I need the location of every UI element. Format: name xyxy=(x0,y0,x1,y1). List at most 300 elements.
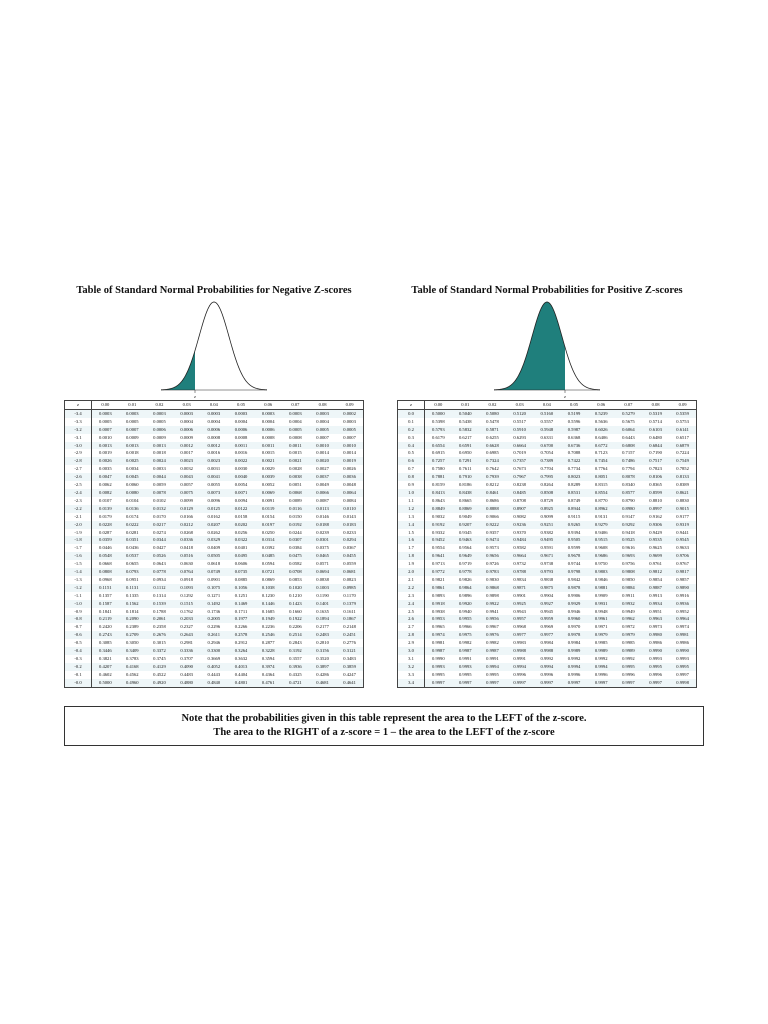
probability-cell: 0.7357 xyxy=(506,457,533,465)
table-row xyxy=(398,592,697,600)
probability-cell: 0.9732 xyxy=(513,561,526,567)
probability-cell: 0.9418 xyxy=(622,529,635,535)
probability-cell: 0.9357 xyxy=(486,529,499,535)
probability-cell: 0.0606 xyxy=(234,561,248,567)
probability-cell: 0.9925 xyxy=(506,600,533,608)
probability-cell: 0.9953 xyxy=(425,615,452,623)
probability-cell: 0.9943 xyxy=(513,608,526,614)
probability-cell: 0.0102 xyxy=(153,497,166,503)
probability-cell: 0.2296 xyxy=(207,624,221,630)
probability-cell: 0.7580 xyxy=(432,466,445,472)
probability-cell: 0.0250 xyxy=(261,529,275,535)
probability-cell: 0.4325 xyxy=(289,671,302,677)
probability-cell: 0.0516 xyxy=(173,552,200,560)
z-value-cell: -1.9 xyxy=(65,529,92,537)
probability-cell: 0.0005 xyxy=(309,426,336,434)
probability-cell: 0.9573 xyxy=(486,545,499,551)
probability-cell: 0.9997 xyxy=(506,679,533,687)
table-row xyxy=(398,647,697,655)
probability-cell: 0.3372 xyxy=(146,647,173,655)
probability-cell: 0.2810 xyxy=(316,640,329,646)
probability-cell: 0.5359 xyxy=(669,409,696,417)
probability-cell: 0.8023 xyxy=(560,473,587,481)
probability-cell: 0.7088 xyxy=(567,450,581,456)
probability-cell: 0.1230 xyxy=(261,592,275,598)
probability-cell: 0.0033 xyxy=(153,466,166,472)
probability-cell: 0.9932 xyxy=(615,600,642,608)
probability-cell: 0.1894 xyxy=(309,615,336,623)
probability-cell: 0.1492 xyxy=(200,600,227,608)
probability-cell: 0.0329 xyxy=(200,536,227,544)
probability-cell: 0.9994 xyxy=(506,663,533,671)
probability-cell: 0.1423 xyxy=(282,600,309,608)
probability-cell: 0.0005 xyxy=(125,418,139,424)
probability-cell: 0.7642 xyxy=(486,466,499,472)
probability-cell: 0.0024 xyxy=(146,457,173,465)
z-value-cell: 1.4 xyxy=(398,521,425,529)
probability-cell: 0.4880 xyxy=(173,679,200,687)
probability-cell: 0.5871 xyxy=(479,426,506,434)
probability-cell: 0.0075 xyxy=(173,489,200,497)
probability-cell: 0.8186 xyxy=(458,482,472,488)
probability-cell: 0.0281 xyxy=(125,529,139,535)
probability-cell: 0.2514 xyxy=(282,631,309,639)
probability-cell: 0.7764 xyxy=(594,466,608,472)
probability-cell: 0.5987 xyxy=(560,426,587,434)
probability-cell: 0.0107 xyxy=(99,497,112,503)
probability-cell: 0.1075 xyxy=(200,584,227,592)
z-value-cell: 0.6 xyxy=(398,457,425,465)
probability-cell: 0.0089 xyxy=(289,497,302,503)
probability-cell: 0.9997 xyxy=(615,679,642,687)
probability-cell: 0.0104 xyxy=(125,497,139,503)
probability-cell: 0.8849 xyxy=(425,505,452,513)
positive-normal-curve-figure xyxy=(492,298,602,400)
probability-cell: 0.4641 xyxy=(336,679,363,687)
probability-cell: 0.9983 xyxy=(513,640,526,646)
probability-cell: 0.9429 xyxy=(649,529,662,535)
z-value-cell: -0.9 xyxy=(65,608,92,616)
probability-cell: 0.0010 xyxy=(309,442,336,450)
table-row xyxy=(65,489,364,497)
probability-cell: 0.9406 xyxy=(594,529,608,535)
z-value-cell: 2.9 xyxy=(398,639,425,647)
probability-cell: 0.1736 xyxy=(207,608,221,614)
probability-cell: 0.4681 xyxy=(309,679,336,687)
z-value-cell: -1.1 xyxy=(65,592,92,600)
probability-cell: 0.0655 xyxy=(125,561,139,567)
probability-cell: 0.0005 xyxy=(99,418,112,424)
probability-cell: 0.0020 xyxy=(309,457,336,465)
probability-cell: 0.6064 xyxy=(615,426,642,434)
z-value-cell: -2.7 xyxy=(65,465,92,473)
z-value-cell: -1.3 xyxy=(65,576,92,584)
table-row xyxy=(65,576,364,584)
probability-cell: 0.0011 xyxy=(227,442,254,450)
probability-cell: 0.0314 xyxy=(255,536,282,544)
probability-cell: 0.0594 xyxy=(261,561,275,567)
probability-cell: 0.0012 xyxy=(200,442,227,450)
probability-cell: 0.5000 xyxy=(92,679,119,687)
probability-cell: 0.0526 xyxy=(146,552,173,560)
probability-cell: 0.6879 xyxy=(669,442,696,450)
probability-cell: 0.8997 xyxy=(642,505,669,513)
probability-cell: 0.0427 xyxy=(153,545,166,551)
probability-cell: 0.7224 xyxy=(676,450,689,456)
probability-cell: 0.0031 xyxy=(207,466,221,472)
probability-cell: 0.3557 xyxy=(289,656,302,661)
probability-cell: 0.0548 xyxy=(92,552,119,560)
z-value-cell: -2.5 xyxy=(65,481,92,489)
probability-cell: 0.5000 xyxy=(425,409,452,417)
probability-cell: 0.9948 xyxy=(594,608,608,614)
probability-cell: 0.1314 xyxy=(153,592,166,598)
column-header: 0.01 xyxy=(119,401,146,410)
probability-cell: 0.6915 xyxy=(432,450,445,456)
probability-cell: 0.0026 xyxy=(92,457,119,465)
probability-cell: 0.4562 xyxy=(125,671,139,677)
probability-cell: 0.5517 xyxy=(513,418,526,424)
probability-cell: 0.0003 xyxy=(200,409,227,417)
table-row xyxy=(65,568,364,576)
z-column-header: z xyxy=(65,401,92,410)
probability-cell: 0.9946 xyxy=(567,608,581,614)
probability-cell: 0.9678 xyxy=(560,552,587,560)
probability-cell: 0.3264 xyxy=(227,647,254,655)
probability-cell: 0.6406 xyxy=(594,434,608,440)
probability-cell: 0.4168 xyxy=(119,663,146,671)
column-header: 0.05 xyxy=(227,401,254,410)
probability-cell: 0.0446 xyxy=(99,545,112,551)
probability-cell: 0.9995 xyxy=(615,663,642,671)
probability-cell: 0.9988 xyxy=(533,647,560,655)
probability-cell: 0.1841 xyxy=(99,608,112,614)
table-row xyxy=(398,489,697,497)
probability-cell: 0.0885 xyxy=(234,576,248,582)
probability-cell: 0.9394 xyxy=(567,529,581,535)
probability-cell: 0.9916 xyxy=(676,592,689,598)
probability-cell: 0.9535 xyxy=(642,536,669,544)
probability-cell: 0.7673 xyxy=(513,466,526,472)
probability-cell: 0.8238 xyxy=(513,482,526,488)
probability-cell: 0.1357 xyxy=(99,592,112,598)
probability-cell: 0.0004 xyxy=(234,418,248,424)
probability-cell: 0.4364 xyxy=(261,671,275,677)
probability-cell: 0.1977 xyxy=(227,615,254,623)
probability-cell: 0.0239 xyxy=(316,529,329,535)
probability-cell: 0.4404 xyxy=(234,671,248,677)
z-marker-label: z xyxy=(194,394,196,399)
probability-cell: 0.8289 xyxy=(567,482,581,488)
probability-cell: 0.0183 xyxy=(336,521,363,529)
probability-cell: 0.3859 xyxy=(336,663,363,671)
probability-cell: 0.4960 xyxy=(119,679,146,687)
probability-cell: 0.8531 xyxy=(560,489,587,497)
z-value-cell: 3.2 xyxy=(398,663,425,671)
probability-cell: 0.9949 xyxy=(622,608,635,614)
probability-cell: 0.9591 xyxy=(540,545,554,551)
probability-cell: 0.0359 xyxy=(92,536,119,544)
probability-cell: 0.7881 xyxy=(425,473,452,481)
probability-cell: 0.0003 xyxy=(146,409,173,417)
probability-cell: 0.0060 xyxy=(125,482,139,488)
probability-cell: 0.5398 xyxy=(432,418,445,424)
probability-cell: 0.9495 xyxy=(533,536,560,544)
probability-cell: 0.9772 xyxy=(425,568,452,576)
probability-cell: 0.9965 xyxy=(432,624,445,630)
probability-cell: 0.0015 xyxy=(289,450,302,456)
probability-cell: 0.1335 xyxy=(125,592,139,598)
probability-cell: 0.0043 xyxy=(173,473,200,481)
probability-cell: 0.9981 xyxy=(432,640,445,646)
probability-cell: 0.9989 xyxy=(615,647,642,655)
probability-cell: 0.1922 xyxy=(282,615,309,623)
probability-cell: 0.0006 xyxy=(200,426,227,434)
z-value-cell: 2.4 xyxy=(398,600,425,608)
probability-cell: 0.0170 xyxy=(153,513,166,519)
probability-cell: 0.9864 xyxy=(452,584,479,592)
table-row xyxy=(398,513,697,521)
table-row xyxy=(65,552,364,560)
probability-cell: 0.7852 xyxy=(676,466,689,472)
probability-cell: 0.2206 xyxy=(289,624,302,630)
probability-cell: 0.9474 xyxy=(479,536,506,544)
table-row xyxy=(65,536,364,544)
probability-cell: 0.0150 xyxy=(289,513,302,519)
probability-cell: 0.6736 xyxy=(560,442,587,450)
probability-cell: 0.9995 xyxy=(432,671,445,677)
probability-cell: 0.5279 xyxy=(615,409,642,417)
probability-cell: 0.9989 xyxy=(588,647,615,655)
probability-cell: 0.4247 xyxy=(343,671,356,677)
probability-cell: 0.0005 xyxy=(336,426,363,434)
probability-cell: 0.1093 xyxy=(173,584,200,592)
probability-cell: 0.9345 xyxy=(458,529,472,535)
probability-cell: 0.3936 xyxy=(282,663,309,671)
probability-cell: 0.8729 xyxy=(540,497,554,503)
probability-cell: 0.0008 xyxy=(207,434,221,440)
probability-cell: 0.6844 xyxy=(642,442,669,450)
column-header: 0.00 xyxy=(425,401,452,410)
table-row xyxy=(65,442,364,450)
probability-cell: 0.0116 xyxy=(282,505,309,513)
z-value-cell: -1.6 xyxy=(65,552,92,560)
probability-cell: 0.0004 xyxy=(289,418,302,424)
probability-cell: 0.9671 xyxy=(533,552,560,560)
probability-cell: 0.9938 xyxy=(432,608,445,614)
probability-cell: 0.9625 xyxy=(649,545,662,551)
probability-cell: 0.0003 xyxy=(92,409,119,417)
z-value-cell: 3.0 xyxy=(398,647,425,655)
probability-cell: 0.0344 xyxy=(146,536,173,544)
probability-cell: 0.0018 xyxy=(125,450,139,456)
probability-cell: 0.9850 xyxy=(622,576,635,582)
probability-cell: 0.4840 xyxy=(200,679,227,687)
column-header: 0.06 xyxy=(588,401,615,410)
probability-cell: 0.4207 xyxy=(92,663,119,671)
probability-cell: 0.0012 xyxy=(173,442,200,450)
area-note-box xyxy=(64,706,704,746)
probability-cell: 0.0188 xyxy=(309,521,336,529)
probability-cell: 0.9976 xyxy=(479,631,506,639)
probability-cell: 0.9292 xyxy=(615,521,642,529)
probability-cell: 0.0016 xyxy=(234,450,248,456)
probability-cell: 0.9817 xyxy=(669,568,696,576)
probability-cell: 0.0495 xyxy=(227,552,254,560)
probability-cell: 0.2546 xyxy=(255,631,282,639)
probability-cell: 0.0015 xyxy=(261,450,275,456)
probability-cell: 0.9959 xyxy=(533,615,560,623)
probability-cell: 0.9952 xyxy=(676,608,689,614)
probability-cell: 0.0017 xyxy=(180,450,193,456)
probability-cell: 0.9969 xyxy=(540,624,554,630)
probability-cell: 0.0455 xyxy=(336,552,363,560)
probability-cell: 0.9993 xyxy=(425,663,452,671)
probability-cell: 0.8051 xyxy=(588,473,615,481)
probability-cell: 0.8365 xyxy=(649,482,662,488)
z-value-cell: -0.5 xyxy=(65,639,92,647)
probability-cell: 0.1611 xyxy=(343,608,356,614)
probability-cell: 0.0004 xyxy=(207,418,221,424)
probability-cell: 0.0869 xyxy=(261,576,275,582)
probability-cell: 0.9693 xyxy=(615,552,642,560)
z-value-cell: 0.0 xyxy=(398,409,425,417)
probability-cell: 0.0274 xyxy=(153,529,166,535)
table-row xyxy=(65,497,364,505)
table-row xyxy=(65,631,364,639)
probability-cell: 0.0008 xyxy=(234,434,248,440)
probability-cell: 0.9996 xyxy=(567,671,581,677)
probability-cell: 0.7324 xyxy=(479,457,506,465)
probability-cell: 0.2420 xyxy=(99,624,112,630)
probability-cell: 0.9991 xyxy=(458,656,472,661)
probability-cell: 0.0084 xyxy=(343,497,356,503)
probability-cell: 0.0010 xyxy=(99,434,112,440)
probability-cell: 0.9989 xyxy=(560,647,587,655)
probability-cell: 0.9968 xyxy=(513,624,526,630)
z-value-cell: 2.5 xyxy=(398,608,425,616)
probability-cell: 0.0132 xyxy=(146,505,173,513)
probability-cell: 0.0019 xyxy=(99,450,112,456)
left-tail-shaded-area xyxy=(161,351,195,390)
probability-cell: 0.9974 xyxy=(676,624,689,630)
probability-cell: 0.1210 xyxy=(289,592,302,598)
probability-cell: 0.3015 xyxy=(153,640,166,646)
probability-cell: 0.6217 xyxy=(458,434,472,440)
probability-cell: 0.9641 xyxy=(425,552,452,560)
probability-cell: 0.0008 xyxy=(289,434,302,440)
probability-cell: 0.9972 xyxy=(622,624,635,630)
probability-cell: 0.0113 xyxy=(309,505,336,513)
probability-cell: 0.7939 xyxy=(479,473,506,481)
probability-cell: 0.0008 xyxy=(261,434,275,440)
probability-cell: 0.9452 xyxy=(425,536,452,544)
probability-cell: 0.0007 xyxy=(316,434,329,440)
probability-cell: 0.0901 xyxy=(207,576,221,582)
table-row xyxy=(398,600,697,608)
table-row xyxy=(398,631,697,639)
probability-cell: 0.8315 xyxy=(594,482,608,488)
probability-cell: 0.8665 xyxy=(458,497,472,503)
probability-cell: 0.6103 xyxy=(642,426,669,434)
table-row xyxy=(398,457,697,465)
probability-cell: 0.5080 xyxy=(479,409,506,417)
probability-cell: 0.0262 xyxy=(207,529,221,535)
probability-cell: 0.9868 xyxy=(479,584,506,592)
probability-cell: 0.0099 xyxy=(180,497,193,503)
probability-cell: 0.9990 xyxy=(669,647,696,655)
probability-cell: 0.0202 xyxy=(227,521,254,529)
probability-cell: 0.0154 xyxy=(261,513,275,519)
probability-cell: 0.9931 xyxy=(588,600,615,608)
probability-cell: 0.1446 xyxy=(255,600,282,608)
probability-cell: 0.9997 xyxy=(479,679,506,687)
probability-cell: 0.0052 xyxy=(261,482,275,488)
probability-cell: 0.9744 xyxy=(567,561,581,567)
probability-cell: 0.0025 xyxy=(119,457,146,465)
probability-cell: 0.9993 xyxy=(452,663,479,671)
table-row xyxy=(65,592,364,600)
probability-cell: 0.5557 xyxy=(540,418,554,424)
probability-cell: 0.2005 xyxy=(200,615,227,623)
probability-cell: 0.0030 xyxy=(234,466,248,472)
probability-cell: 0.2776 xyxy=(343,640,356,646)
column-header: 0.00 xyxy=(92,401,119,410)
probability-cell: 0.5478 xyxy=(486,418,499,424)
probability-cell: 0.0505 xyxy=(200,552,227,560)
table-row xyxy=(398,497,697,505)
probability-cell: 0.3228 xyxy=(255,647,282,655)
probability-cell: 0.9962 xyxy=(615,615,642,623)
probability-cell: 0.9265 xyxy=(560,521,587,529)
probability-cell: 0.6554 xyxy=(425,442,452,450)
probability-cell: 0.0793 xyxy=(119,568,146,576)
column-header: 0.04 xyxy=(533,401,560,410)
z-value-cell: -3.0 xyxy=(65,442,92,450)
probability-cell: 0.1056 xyxy=(227,584,254,592)
probability-cell: 0.9991 xyxy=(513,656,526,661)
probability-cell: 0.9616 xyxy=(622,545,635,551)
probability-cell: 0.0485 xyxy=(255,552,282,560)
probability-cell: 0.9991 xyxy=(486,656,499,661)
probability-cell: 0.9992 xyxy=(540,656,554,661)
probability-cell: 0.9956 xyxy=(479,615,506,623)
probability-cell: 0.0064 xyxy=(336,489,363,497)
probability-cell: 0.0268 xyxy=(180,529,193,535)
probability-cell: 0.8577 xyxy=(615,489,642,497)
probability-cell: 0.0918 xyxy=(180,576,193,582)
probability-cell: 0.9808 xyxy=(615,568,642,576)
negative-table-title: Table of Standard Normal Probabilities for Negative Z-scores xyxy=(76,285,352,296)
probability-cell: 0.9996 xyxy=(622,671,635,677)
table-row xyxy=(398,671,697,679)
probability-cell: 0.0021 xyxy=(282,457,309,465)
probability-cell: 0.9995 xyxy=(642,663,669,671)
probability-cell: 0.9929 xyxy=(560,600,587,608)
probability-cell: 0.9997 xyxy=(588,679,615,687)
probability-cell: 0.0301 xyxy=(309,536,336,544)
probability-cell: 0.8438 xyxy=(452,489,479,497)
probability-cell: 0.8078 xyxy=(615,473,642,481)
probability-cell: 0.7291 xyxy=(452,457,479,465)
probability-cell: 0.0049 xyxy=(316,482,329,488)
probability-cell: 0.9988 xyxy=(506,647,533,655)
probability-cell: 0.0110 xyxy=(336,505,363,513)
probability-cell: 0.8907 xyxy=(506,505,533,513)
probability-cell: 0.0078 xyxy=(146,489,173,497)
probability-cell: 0.9332 xyxy=(432,529,445,535)
column-header: 0.03 xyxy=(506,401,533,410)
